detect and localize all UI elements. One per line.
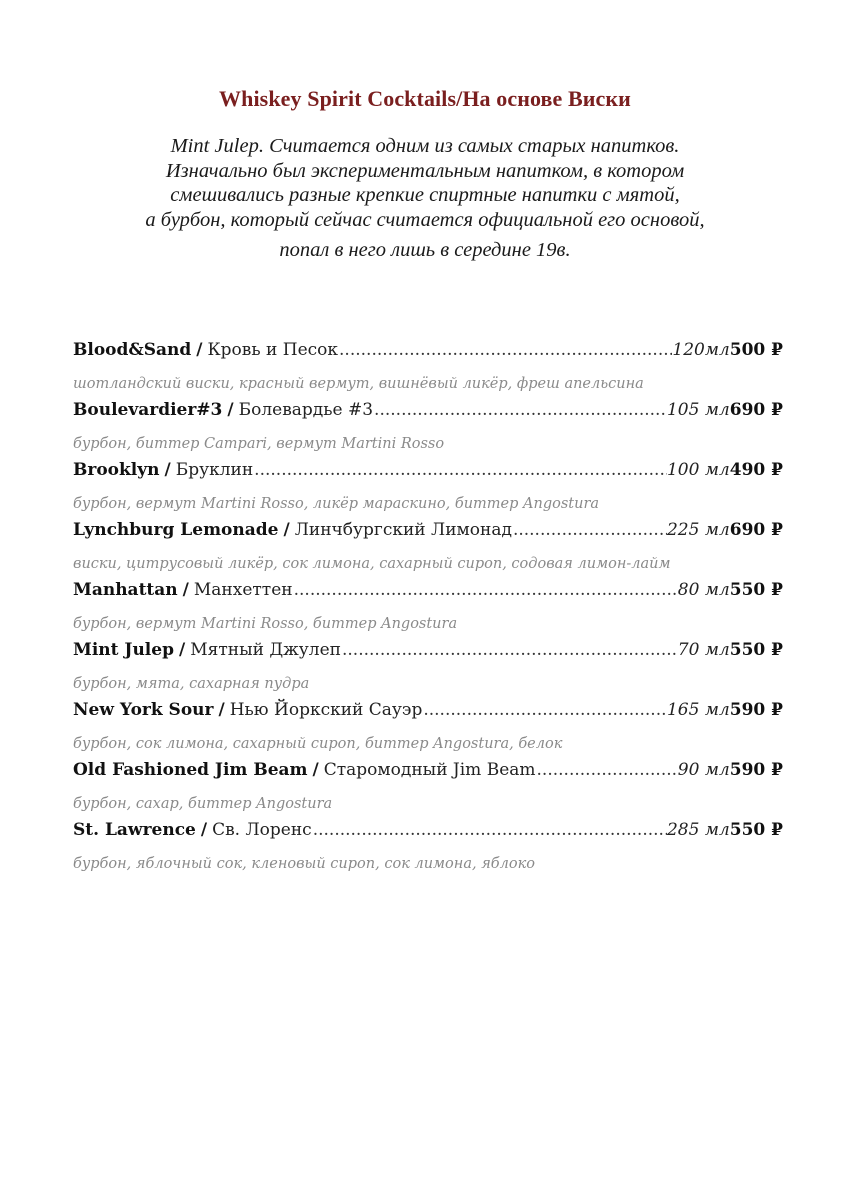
dot-leader <box>294 580 678 600</box>
item-price: 690 ₽ <box>729 520 783 540</box>
dot-leader <box>537 760 678 780</box>
item-separator: / <box>312 760 319 780</box>
item-volume: 80 мл <box>677 580 730 600</box>
intro-line: Изначально был экспериментальным напитком, в котором <box>165 159 685 182</box>
intro-line: а бурбон, который сейчас считается официальной его основой, <box>145 208 705 231</box>
menu-item <box>73 640 793 700</box>
item-description: бурбон, вермут Martini Rosso, биттер Angostura <box>73 616 458 632</box>
dot-leader <box>374 400 667 420</box>
item-separator: / <box>283 520 290 540</box>
menu-item-row <box>73 760 793 792</box>
menu-item <box>73 460 793 520</box>
item-name-ru: Болевардье #3 <box>238 400 374 420</box>
item-name-ru: Св. Лоренс <box>212 820 312 840</box>
item-volume: 120мл <box>672 340 730 360</box>
menu-item <box>73 700 793 760</box>
menu-item-row <box>73 580 793 612</box>
item-description: бурбон, мята, сахарная пудра <box>73 676 310 692</box>
item-name-en: St. Lawrence <box>73 820 196 840</box>
item-separator: / <box>218 700 225 720</box>
item-separator: / <box>182 580 189 600</box>
intro-line: попал в него лишь в середине 19в. <box>279 239 571 261</box>
dot-leader <box>513 520 667 540</box>
menu-item <box>73 340 793 400</box>
item-name-en: Boulevardier#3 <box>73 400 223 420</box>
dot-leader <box>423 700 667 720</box>
menu-item <box>73 820 793 880</box>
item-description: бурбон, сахар, биттер Angostura <box>73 796 333 812</box>
item-name-ru: Старомодный Jim Beam <box>323 760 536 780</box>
item-price: 550 ₽ <box>729 820 783 840</box>
menu-item-row <box>73 640 793 672</box>
item-volume: 165 мл <box>666 700 730 720</box>
item-name-ru: Мятный Джулеп <box>190 640 341 660</box>
item-separator: / <box>200 820 208 840</box>
item-name-en: Manhattan <box>73 580 178 600</box>
item-volume: 90 мл <box>677 760 730 780</box>
item-price: 550 ₽ <box>729 640 783 660</box>
menu-item <box>73 520 793 580</box>
dot-leader <box>342 640 678 660</box>
item-description: бурбон, вермут Martini Rosso, ликёр мараскино, биттер Angostura <box>73 496 600 512</box>
intro-text <box>0 134 850 263</box>
item-volume: 285 мл <box>666 820 730 840</box>
item-name-ru: Нью Йоркский Сауэр <box>229 700 423 720</box>
item-volume: 105 мл <box>666 400 730 420</box>
item-name-ru: Линчбургский Лимонад <box>294 520 512 540</box>
item-price: 500 ₽ <box>729 340 783 360</box>
item-price: 590 ₽ <box>729 760 783 780</box>
menu-item-row <box>73 820 793 852</box>
item-separator: / <box>227 400 234 420</box>
item-separator: / <box>178 640 186 660</box>
menu-item-row <box>73 460 793 492</box>
item-name-en: Old Fashioned Jim Beam <box>73 760 308 780</box>
item-name-en: Mint Julep <box>73 640 174 660</box>
menu-item-row <box>73 400 793 432</box>
item-description: бурбон, яблочный сок, кленовый сироп, сок лимона, яблоко <box>73 856 535 872</box>
dot-leader <box>313 820 667 840</box>
item-name-ru: Кровь и Песок <box>207 340 339 360</box>
item-price: 490 ₽ <box>729 460 783 480</box>
item-name-en: Lynchburg Lemonade <box>73 520 279 540</box>
item-volume: 225 мл <box>666 520 730 540</box>
item-volume: 100 мл <box>666 460 730 480</box>
menu-item <box>73 400 793 460</box>
item-description: шотландский виски, красный вермут, вишнёвый ликёр, фреш апельсина <box>73 376 644 392</box>
menu-item <box>73 760 793 820</box>
item-price: 590 ₽ <box>729 700 783 720</box>
dot-leader <box>254 460 667 480</box>
item-description: виски, цитрусовый ликёр, сок лимона, сахарный сироп, содовая лимон-лайм <box>73 556 671 572</box>
intro-line: смешивались разные крепкие спиртные напитки с мятой, <box>170 184 680 206</box>
menu-item <box>73 580 793 640</box>
item-name-en: New York Sour <box>73 700 214 720</box>
menu-item-row <box>73 520 793 552</box>
item-separator: / <box>196 340 203 360</box>
menu-item-row <box>73 700 793 732</box>
item-price: 550 ₽ <box>729 580 783 600</box>
menu-item-row <box>73 340 793 372</box>
item-description: бурбон, сок лимона, сахарный сироп, биттер Angostura, белок <box>73 736 563 752</box>
item-description: бурбон, биттер Campari, вермут Martini Rosso <box>73 436 445 452</box>
item-separator: / <box>164 460 171 480</box>
item-name-ru: Бруклин <box>175 460 254 480</box>
cocktail-menu-list <box>73 340 793 880</box>
dot-leader <box>339 340 672 360</box>
item-name-en: Brooklyn <box>73 460 160 480</box>
item-price: 690 ₽ <box>729 400 783 420</box>
item-name-en: Blood&Sand <box>73 340 192 360</box>
item-name-ru: Манхеттен <box>193 580 293 600</box>
item-volume: 70 мл <box>677 640 730 660</box>
intro-line: Mint Julep. Считается одним из самых старых напитков. <box>170 135 680 157</box>
page-title: Whiskey Spirit Cocktails/На основе Виски <box>219 86 631 111</box>
